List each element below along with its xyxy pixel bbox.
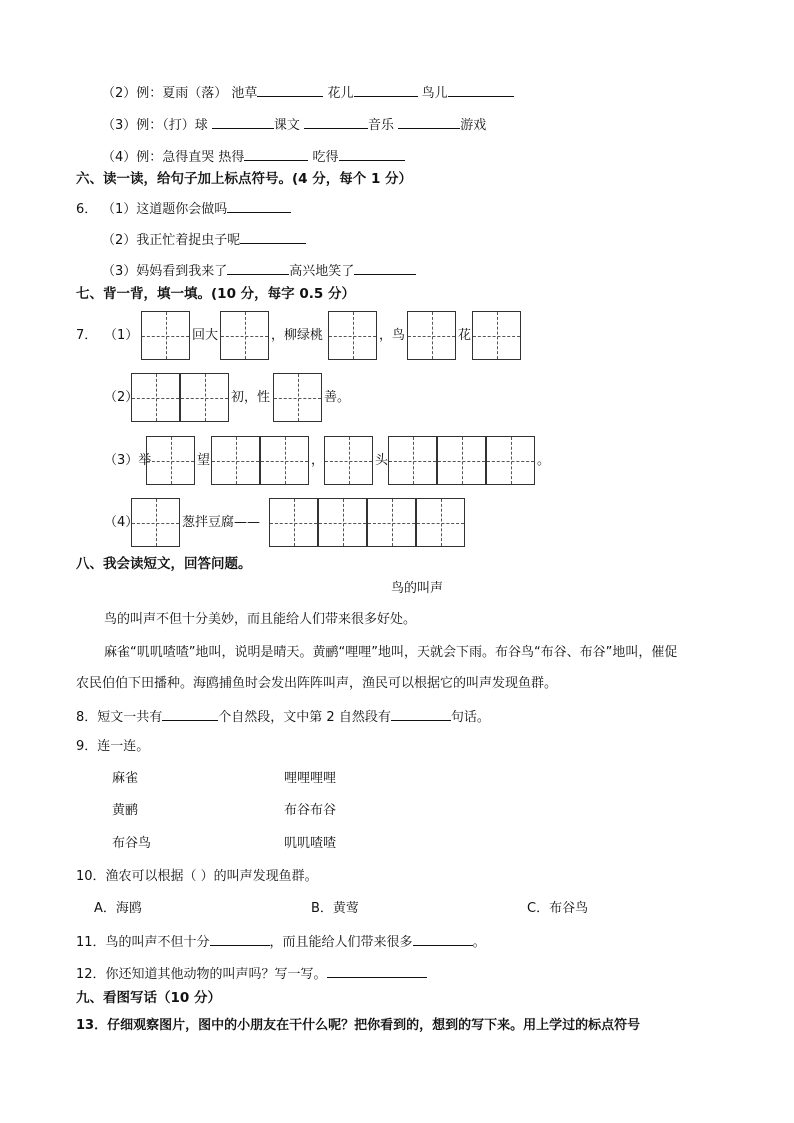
q7-r2-text2: 善。 bbox=[324, 390, 351, 405]
s5-l3-d: 游戏 bbox=[460, 118, 487, 133]
passage-paragraph-1: 鸟的叫声不但十分美妙，而且能给人们带来很多好处。 bbox=[104, 612, 417, 627]
answer-blank[interactable] bbox=[413, 931, 473, 946]
answer-blank[interactable] bbox=[398, 114, 460, 129]
char-box[interactable] bbox=[367, 498, 416, 547]
q7-r2-text1: 初，性 bbox=[231, 390, 271, 405]
char-box[interactable] bbox=[211, 436, 260, 485]
q7-r1-text4: 花 bbox=[458, 328, 472, 343]
s6-line-1 bbox=[76, 198, 291, 219]
q7-number: 7． bbox=[76, 328, 98, 343]
s5-l3-a: （3）例：（打）球 bbox=[102, 118, 212, 133]
q7-r3-prefix: （3）举 bbox=[104, 453, 152, 468]
char-box[interactable] bbox=[273, 373, 322, 422]
q10: 10．渔农可以根据（ ）的叫声发现鱼群。 bbox=[76, 869, 318, 884]
q7-r1-text2: ，柳绿桃 bbox=[271, 328, 324, 343]
s6-line-3 bbox=[102, 260, 416, 281]
s5-l4-a: （4）例：急得直哭 热得 bbox=[102, 150, 245, 165]
s6-l1-text: （1）这道题你会做吗 bbox=[102, 202, 228, 217]
section8-heading: 八、我会读短文，回答问题。 bbox=[76, 556, 252, 572]
answer-blank[interactable] bbox=[448, 82, 514, 97]
s5-line-3 bbox=[102, 114, 486, 135]
q10-option-b[interactable]: B．黄莺 bbox=[311, 901, 359, 916]
answer-blank[interactable] bbox=[257, 82, 323, 97]
char-box[interactable] bbox=[486, 436, 535, 485]
s6-l2-text: （2）我正忙着捉虫子呢 bbox=[102, 233, 241, 248]
q7-r2-prefix: （2） bbox=[104, 390, 139, 405]
match-left-1[interactable]: 麻雀 bbox=[112, 771, 139, 786]
q11-text-a: 11．鸟的叫声不但十分 bbox=[76, 935, 210, 950]
passage-paragraph-2-line-2: 农民伯伯下田播种。海鸥捕鱼时会发出阵阵叫声，渔民可以根据它的叫声发现鱼群。 bbox=[76, 676, 558, 691]
q8-text-c: 句话。 bbox=[450, 710, 490, 725]
q13: 13．仔细观察图片，图中的小朋友在干什么呢？把你看到的，想到的写下来。用上学过的标点符号 bbox=[76, 1018, 641, 1033]
q8-text-a: 8．短文一共有 bbox=[76, 710, 163, 725]
q12-text: 12．你还知道其他动物的叫声吗？写一写。 bbox=[76, 967, 327, 982]
q7-r3-text2: ， bbox=[311, 453, 325, 468]
char-box[interactable] bbox=[318, 498, 367, 547]
section9-heading: 九、看图写话（10 分） bbox=[76, 990, 221, 1006]
char-box[interactable] bbox=[416, 498, 465, 547]
char-box[interactable] bbox=[388, 436, 437, 485]
answer-blank[interactable] bbox=[227, 198, 291, 213]
answer-blank[interactable] bbox=[354, 260, 416, 275]
section6-heading: 六、读一读，给句子加上标点符号。(4 分，每个 1 分） bbox=[76, 171, 413, 187]
s5-l2-c: 鸟儿 bbox=[417, 86, 448, 101]
q11-text-c: 。 bbox=[472, 935, 486, 950]
q12 bbox=[76, 963, 427, 984]
q7-r1-text1: 回大 bbox=[192, 328, 219, 343]
answer-blank[interactable] bbox=[162, 706, 218, 721]
s5-line-4 bbox=[102, 146, 405, 167]
answer-blank[interactable] bbox=[212, 114, 274, 129]
s5-l4-b: 吃得 bbox=[308, 150, 339, 165]
answer-blank[interactable] bbox=[304, 114, 368, 129]
char-box[interactable] bbox=[407, 311, 456, 360]
s5-l3-c: 音乐 bbox=[368, 118, 399, 133]
s5-l3-b: 课文 bbox=[273, 118, 305, 133]
answer-blank[interactable] bbox=[244, 146, 308, 161]
s5-line-2 bbox=[102, 82, 514, 103]
q10-option-c[interactable]: C．布谷鸟 bbox=[527, 901, 589, 916]
answer-blank[interactable] bbox=[391, 706, 451, 721]
q7-r3-text3: 头 bbox=[375, 453, 389, 468]
char-box[interactable] bbox=[328, 311, 377, 360]
answer-blank[interactable] bbox=[354, 82, 418, 97]
q7-r1-prefix: （1） bbox=[104, 328, 139, 343]
q9: 9．连一连。 bbox=[76, 739, 150, 754]
char-box[interactable] bbox=[180, 373, 229, 422]
q10-option-a[interactable]: A．海鸥 bbox=[94, 901, 142, 916]
s6-l3-text-b: 高兴地笑了 bbox=[289, 264, 355, 279]
answer-blank[interactable] bbox=[227, 260, 289, 275]
answer-blank[interactable] bbox=[327, 963, 427, 978]
q8-text-b: 个自然段，文中第 2 自然段有 bbox=[218, 710, 391, 725]
section7-heading: 七、背一背，填一填。(10 分，每字 0.5 分） bbox=[76, 286, 355, 302]
char-box[interactable] bbox=[131, 373, 180, 422]
char-box[interactable] bbox=[472, 311, 521, 360]
char-box[interactable] bbox=[146, 436, 195, 485]
char-box[interactable] bbox=[269, 498, 318, 547]
q6-number: 6． bbox=[76, 202, 98, 217]
q8 bbox=[76, 706, 490, 727]
char-box[interactable] bbox=[437, 436, 486, 485]
q7-r1-text3: ，鸟 bbox=[379, 328, 406, 343]
q11 bbox=[76, 931, 486, 952]
char-box[interactable] bbox=[131, 498, 180, 547]
passage-paragraph-2-line-1: 麻雀“叽叽喳喳”地叫，说明是晴天。黄鹂“哩哩”地叫，天就会下雨。布谷鸟“布谷、布谷”地叫，催促 bbox=[104, 645, 678, 660]
q11-text-b: ，而且能给人们带来很多 bbox=[269, 935, 413, 950]
char-box[interactable] bbox=[324, 436, 373, 485]
answer-blank[interactable] bbox=[240, 229, 306, 244]
answer-blank[interactable] bbox=[339, 146, 405, 161]
answer-blank[interactable] bbox=[210, 931, 270, 946]
s6-line-2 bbox=[102, 229, 306, 250]
s5-l2-b: 花儿 bbox=[323, 86, 354, 101]
q7-r3-text4: 。 bbox=[537, 453, 551, 468]
match-right-2[interactable]: 布谷布谷 bbox=[284, 803, 337, 818]
match-right-1[interactable]: 哩哩哩哩 bbox=[284, 771, 337, 786]
char-box[interactable] bbox=[260, 436, 309, 485]
match-left-2[interactable]: 黄鹂 bbox=[112, 803, 139, 818]
s6-l3-text-a: （3）妈妈看到我来了 bbox=[102, 264, 228, 279]
q7-r4-text1: 葱拌豆腐—— bbox=[182, 515, 261, 530]
q7-r3-text1: 望 bbox=[197, 453, 211, 468]
char-box[interactable] bbox=[141, 311, 190, 360]
q7-r4-prefix: （4） bbox=[104, 515, 139, 530]
match-right-3[interactable]: 叽叽喳喳 bbox=[284, 836, 337, 851]
passage-title: 鸟的叫声 bbox=[391, 581, 444, 596]
match-left-3[interactable]: 布谷鸟 bbox=[112, 836, 152, 851]
s5-l2-a: （2）例：夏雨（落） 池草 bbox=[102, 86, 258, 101]
char-box[interactable] bbox=[220, 311, 269, 360]
